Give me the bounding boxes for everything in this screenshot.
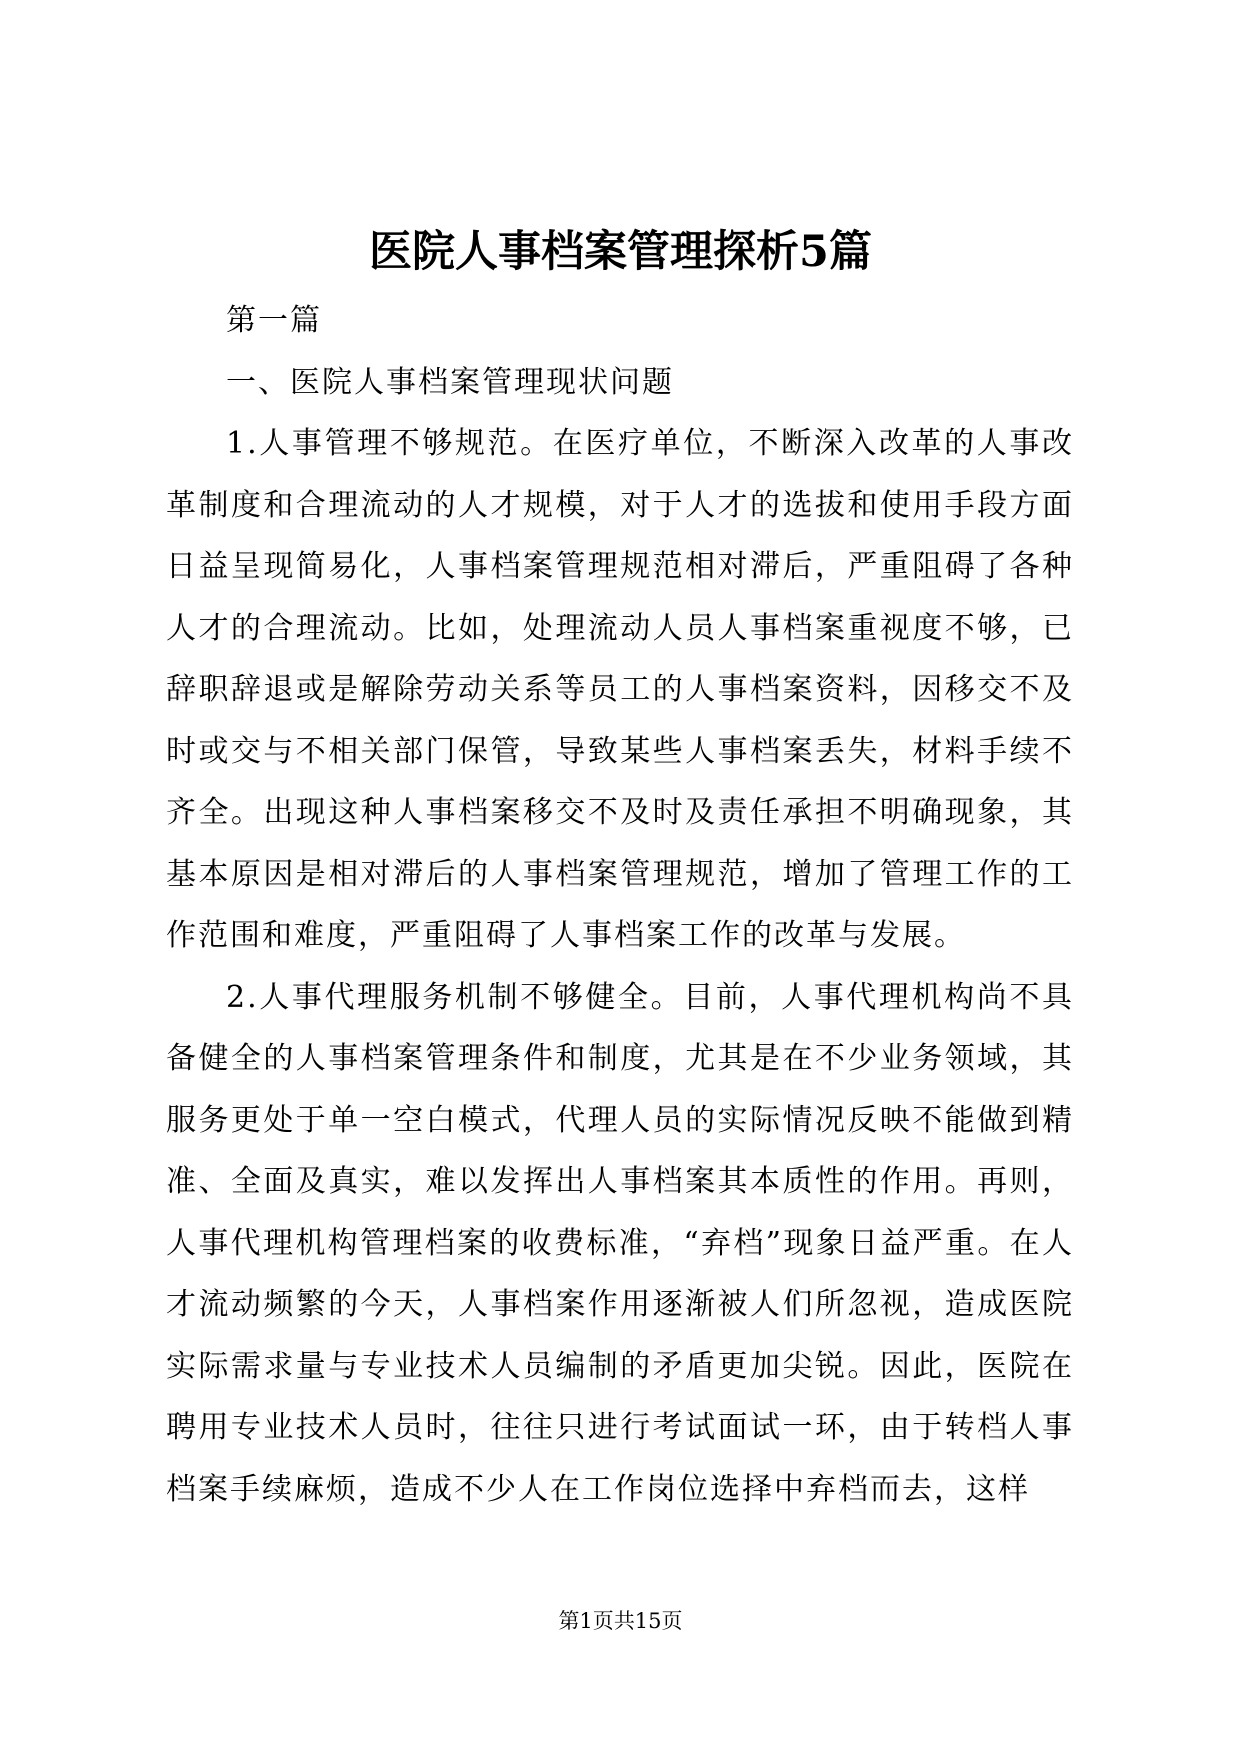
- body-paragraph-1: 1.人事管理不够规范。在医疗单位，不断深入改革的人事改革制度和合理流动的人才规模，对于人才的选拔和使用手段方面日益呈现简易化，人事档案管理规范相对滞后，严重阻碍了各种人才的合理流动。比如，处理流动人员人事档案重视度不够，已辞职辞退或是解除劳动关系等员工的人事档案资料，因移交不及时或交与不相关部门保管，导致某些人事档案丢失，材料手续不齐全。出现这种人事档案移交不及时及责任承担不明确现象，其基本原因是相对滞后的人事档案管理规范，增加了管理工作的工作范围和难度，严重阻碍了人事档案工作的改革与发展。: [166, 426, 1074, 953]
- page-number: 第1页: [558, 1609, 614, 1633]
- body-paragraph-2: 2.人事代理服务机制不够健全。目前，人事代理机构尚不具备健全的人事档案管理条件和制度，尤其是在不少业务领域，其服务更处于单一空白模式，代理人员的实际情况反映不能做到精准、全面及真实，难以发挥出人事档案其本质性的作用。再则，人事代理机构管理档案的收费标准，“弃档”现象日益严重。在人才流动频繁的今天，人事档案作用逐渐被人们所忽视，造成医院实际需求量与专业技术人员编制的矛盾更加尖锐。因此，医院在聘用专业技术人员时，往往只进行考试面试一环，由于转档人事档案手续麻烦，造成不少人在工作岗位选择中弃档而去，这样: [166, 979, 1074, 1507]
- document-body: [166, 290, 1074, 1520]
- document-title: 医院人事档案管理探析5篇: [369, 227, 872, 277]
- section-heading: 第一篇: [226, 303, 322, 338]
- subsection-heading: 一、医院人事档案管理现状问题: [226, 364, 674, 400]
- page-total: 共15页: [613, 1609, 683, 1633]
- page-footer: [0, 1606, 1241, 1636]
